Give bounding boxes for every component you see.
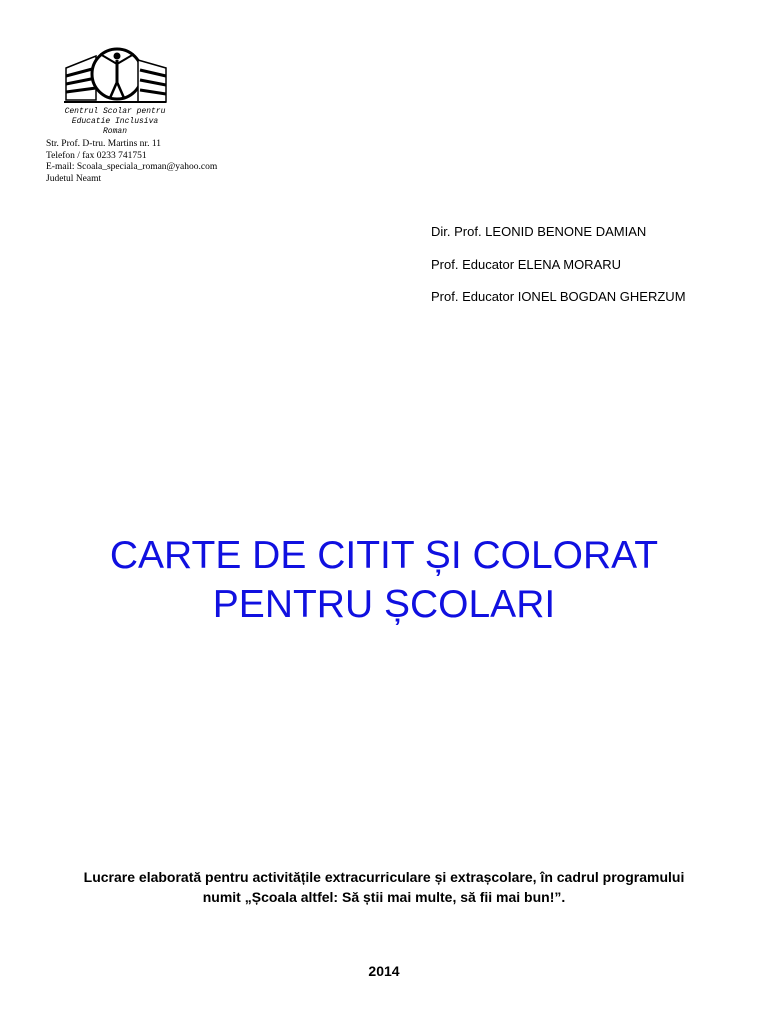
- address-line: Str. Prof. D-tru. Martins nr. 11: [46, 139, 161, 149]
- description-line-2: numit „Școala altfel: Să știi mai multe, să fii mai bun!”.: [202, 889, 566, 905]
- contact-info: [46, 139, 217, 185]
- description-line-1: Lucrare elaborată pentru activitățile extracurriculare și extrașcolare, în cadrul programului: [83, 869, 685, 885]
- school-logo-icon: [62, 38, 168, 106]
- county-line: Judetul Neamt: [46, 173, 102, 184]
- title-line-2: PENTRU ȘCOLARI: [212, 583, 556, 626]
- publication-year: 2014: [368, 963, 400, 979]
- institution-line: Educatie Inclusiva: [71, 117, 159, 126]
- phone-line: Telefon / fax 0233 741751: [46, 150, 147, 161]
- title-line-1: CARTE DE CITIT ȘI COLORAT: [109, 534, 659, 577]
- author-educator-2: Prof. Educator IONEL BOGDAN GHERZUM: [431, 289, 686, 304]
- email-line: E-mail: Scoala_speciala_roman@yahoo.com: [46, 162, 218, 172]
- authors-list: [431, 224, 686, 322]
- document-title: [0, 531, 768, 629]
- institution-line: Centrul Scolar pentru: [64, 107, 166, 116]
- institution-name: [40, 107, 190, 137]
- institution-line: Roman: [102, 127, 127, 136]
- author-director: Dir. Prof. LEONID BENONE DAMIAN: [431, 224, 647, 239]
- author-educator-1: Prof. Educator ELENA MORARU: [431, 256, 622, 272]
- document-description: [0, 867, 768, 907]
